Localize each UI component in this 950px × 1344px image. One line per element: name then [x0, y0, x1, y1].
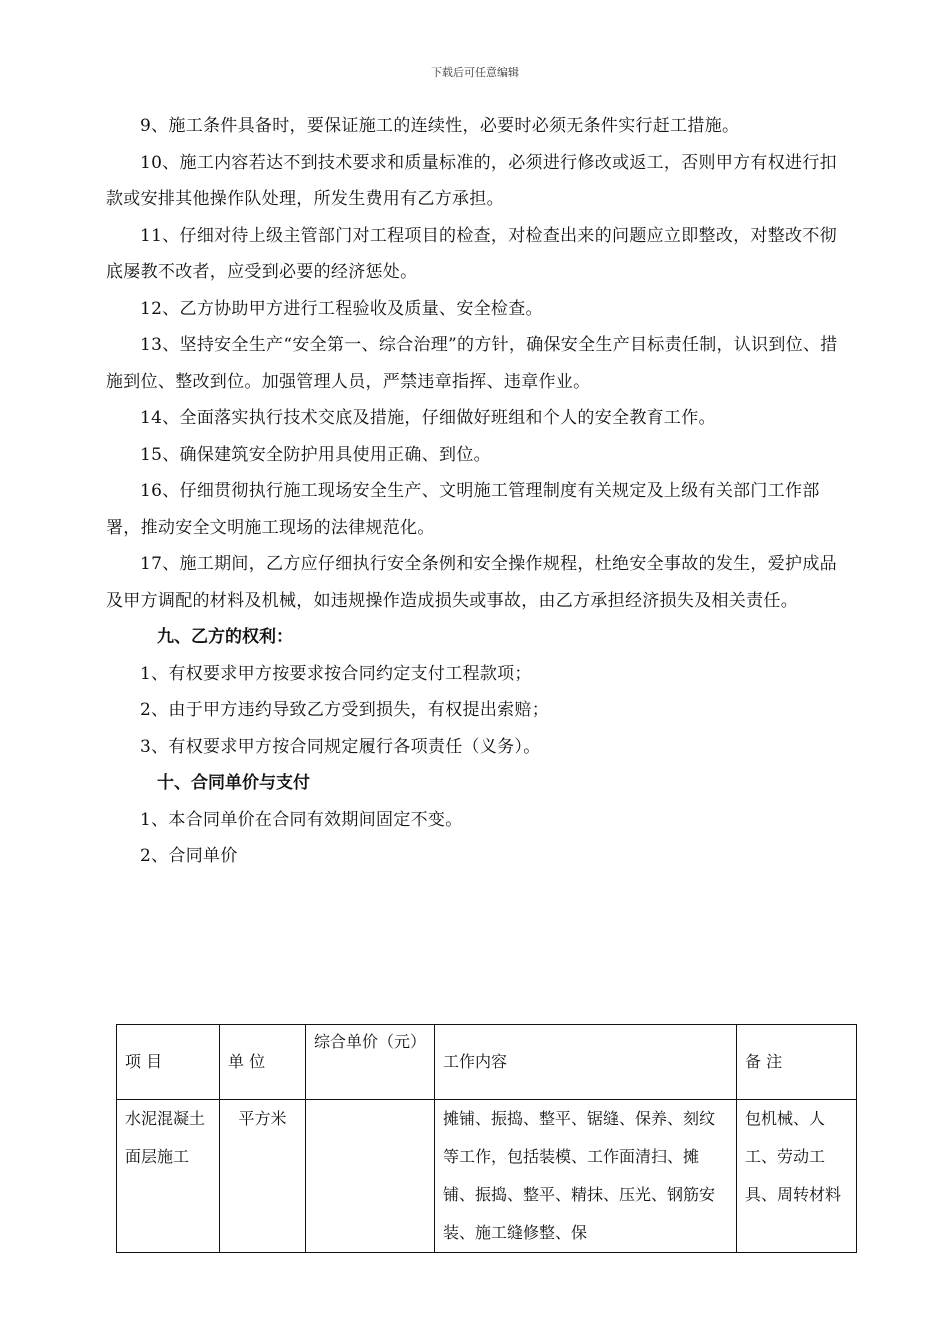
section-10-item: 2、合同单价	[140, 846, 238, 866]
clause-10: 10、施工内容若达不到技术要求和质量标准的，必须进行修改或返工，否则甲方有权进行扣款或安排其他操作队处理，所发生费用有乙方承担。	[106, 152, 837, 209]
clause-13: 13、坚持安全生产“安全第一、综合治理”的方针，确保安全生产目标责任制，认识到位、措施到位、整改到位。加强管理人员，严禁违章指挥、违章作业。	[106, 335, 838, 392]
clause-11: 11、仔细对待上级主管部门对工程项目的检查，对检查出来的问题应立即整改，对整改不彻底屡教不改者，应受到必要的经济惩处。	[106, 225, 837, 282]
section-9-item: 1、有权要求甲方按要求按合同约定支付工程款项；	[140, 663, 532, 684]
section-9-item: 3、有权要求甲方按合同规定履行各项责任（义务）。	[140, 736, 541, 757]
section-9-heading: 九、乙方的权利：	[157, 627, 293, 647]
section-10-heading: 十、合同单价与支付	[157, 773, 310, 793]
clause-15: 15、确保建筑安全防护用具使用正确、到位。	[140, 444, 491, 465]
clause-12: 12、乙方协助甲方进行工程验收及质量、安全检查。	[140, 298, 543, 319]
section-9-item: 2、由于甲方违约导致乙方受到损失，有权提出索赔；	[140, 700, 550, 720]
table-row	[117, 1100, 857, 1253]
document-body	[106, 108, 854, 875]
unit-price-table	[116, 1024, 857, 1253]
cell-item: 水泥混凝土面层施工	[117, 1100, 220, 1253]
table-header-row	[117, 1025, 857, 1100]
clause-17: 17、施工期间，乙方应仔细执行安全条例和安全操作规程，杜绝安全事故的发生，爱护成品及甲方调配的材料及机械，如违规操作造成损失或事故，由乙方承担经济损失及相关责任。	[106, 554, 837, 611]
cell-price	[306, 1100, 435, 1253]
clause-14: 14、全面落实执行技术交底及措施，仔细做好班组和个人的安全教育工作。	[140, 408, 716, 428]
unit-price-table-container	[116, 1024, 856, 1253]
page-header: 下载后可任意编辑	[431, 66, 519, 79]
cell-work: 摊铺、振捣、整平、锯缝、保养、刻纹等工作，包括装模、工作面清扫、摊铺、振捣、整平、精抹、压光、钢筋安装、施工缝修整、保	[435, 1100, 737, 1253]
section-10-item: 1、本合同单价在合同有效期间固定不变。	[140, 809, 463, 830]
clause-9: 9、施工条件具备时，要保证施工的连续性，必要时必须无条件实行赶工措施。	[140, 116, 740, 136]
header-work: 工作内容	[435, 1025, 737, 1100]
cell-remark: 包机械、人工、劳动工具、周转材料	[737, 1100, 857, 1253]
header-unit: 单 位	[220, 1025, 306, 1100]
cell-unit: 平方米	[220, 1100, 306, 1253]
header-price: 综合单价（元）	[306, 1025, 435, 1100]
clause-16: 16、仔细贯彻执行施工现场安全生产、文明施工管理制度有关规定及上级有关部门工作部署，推动安全文明施工现场的法律规范化。	[106, 481, 820, 538]
header-item: 项 目	[117, 1025, 220, 1100]
header-remark: 备 注	[737, 1025, 857, 1100]
